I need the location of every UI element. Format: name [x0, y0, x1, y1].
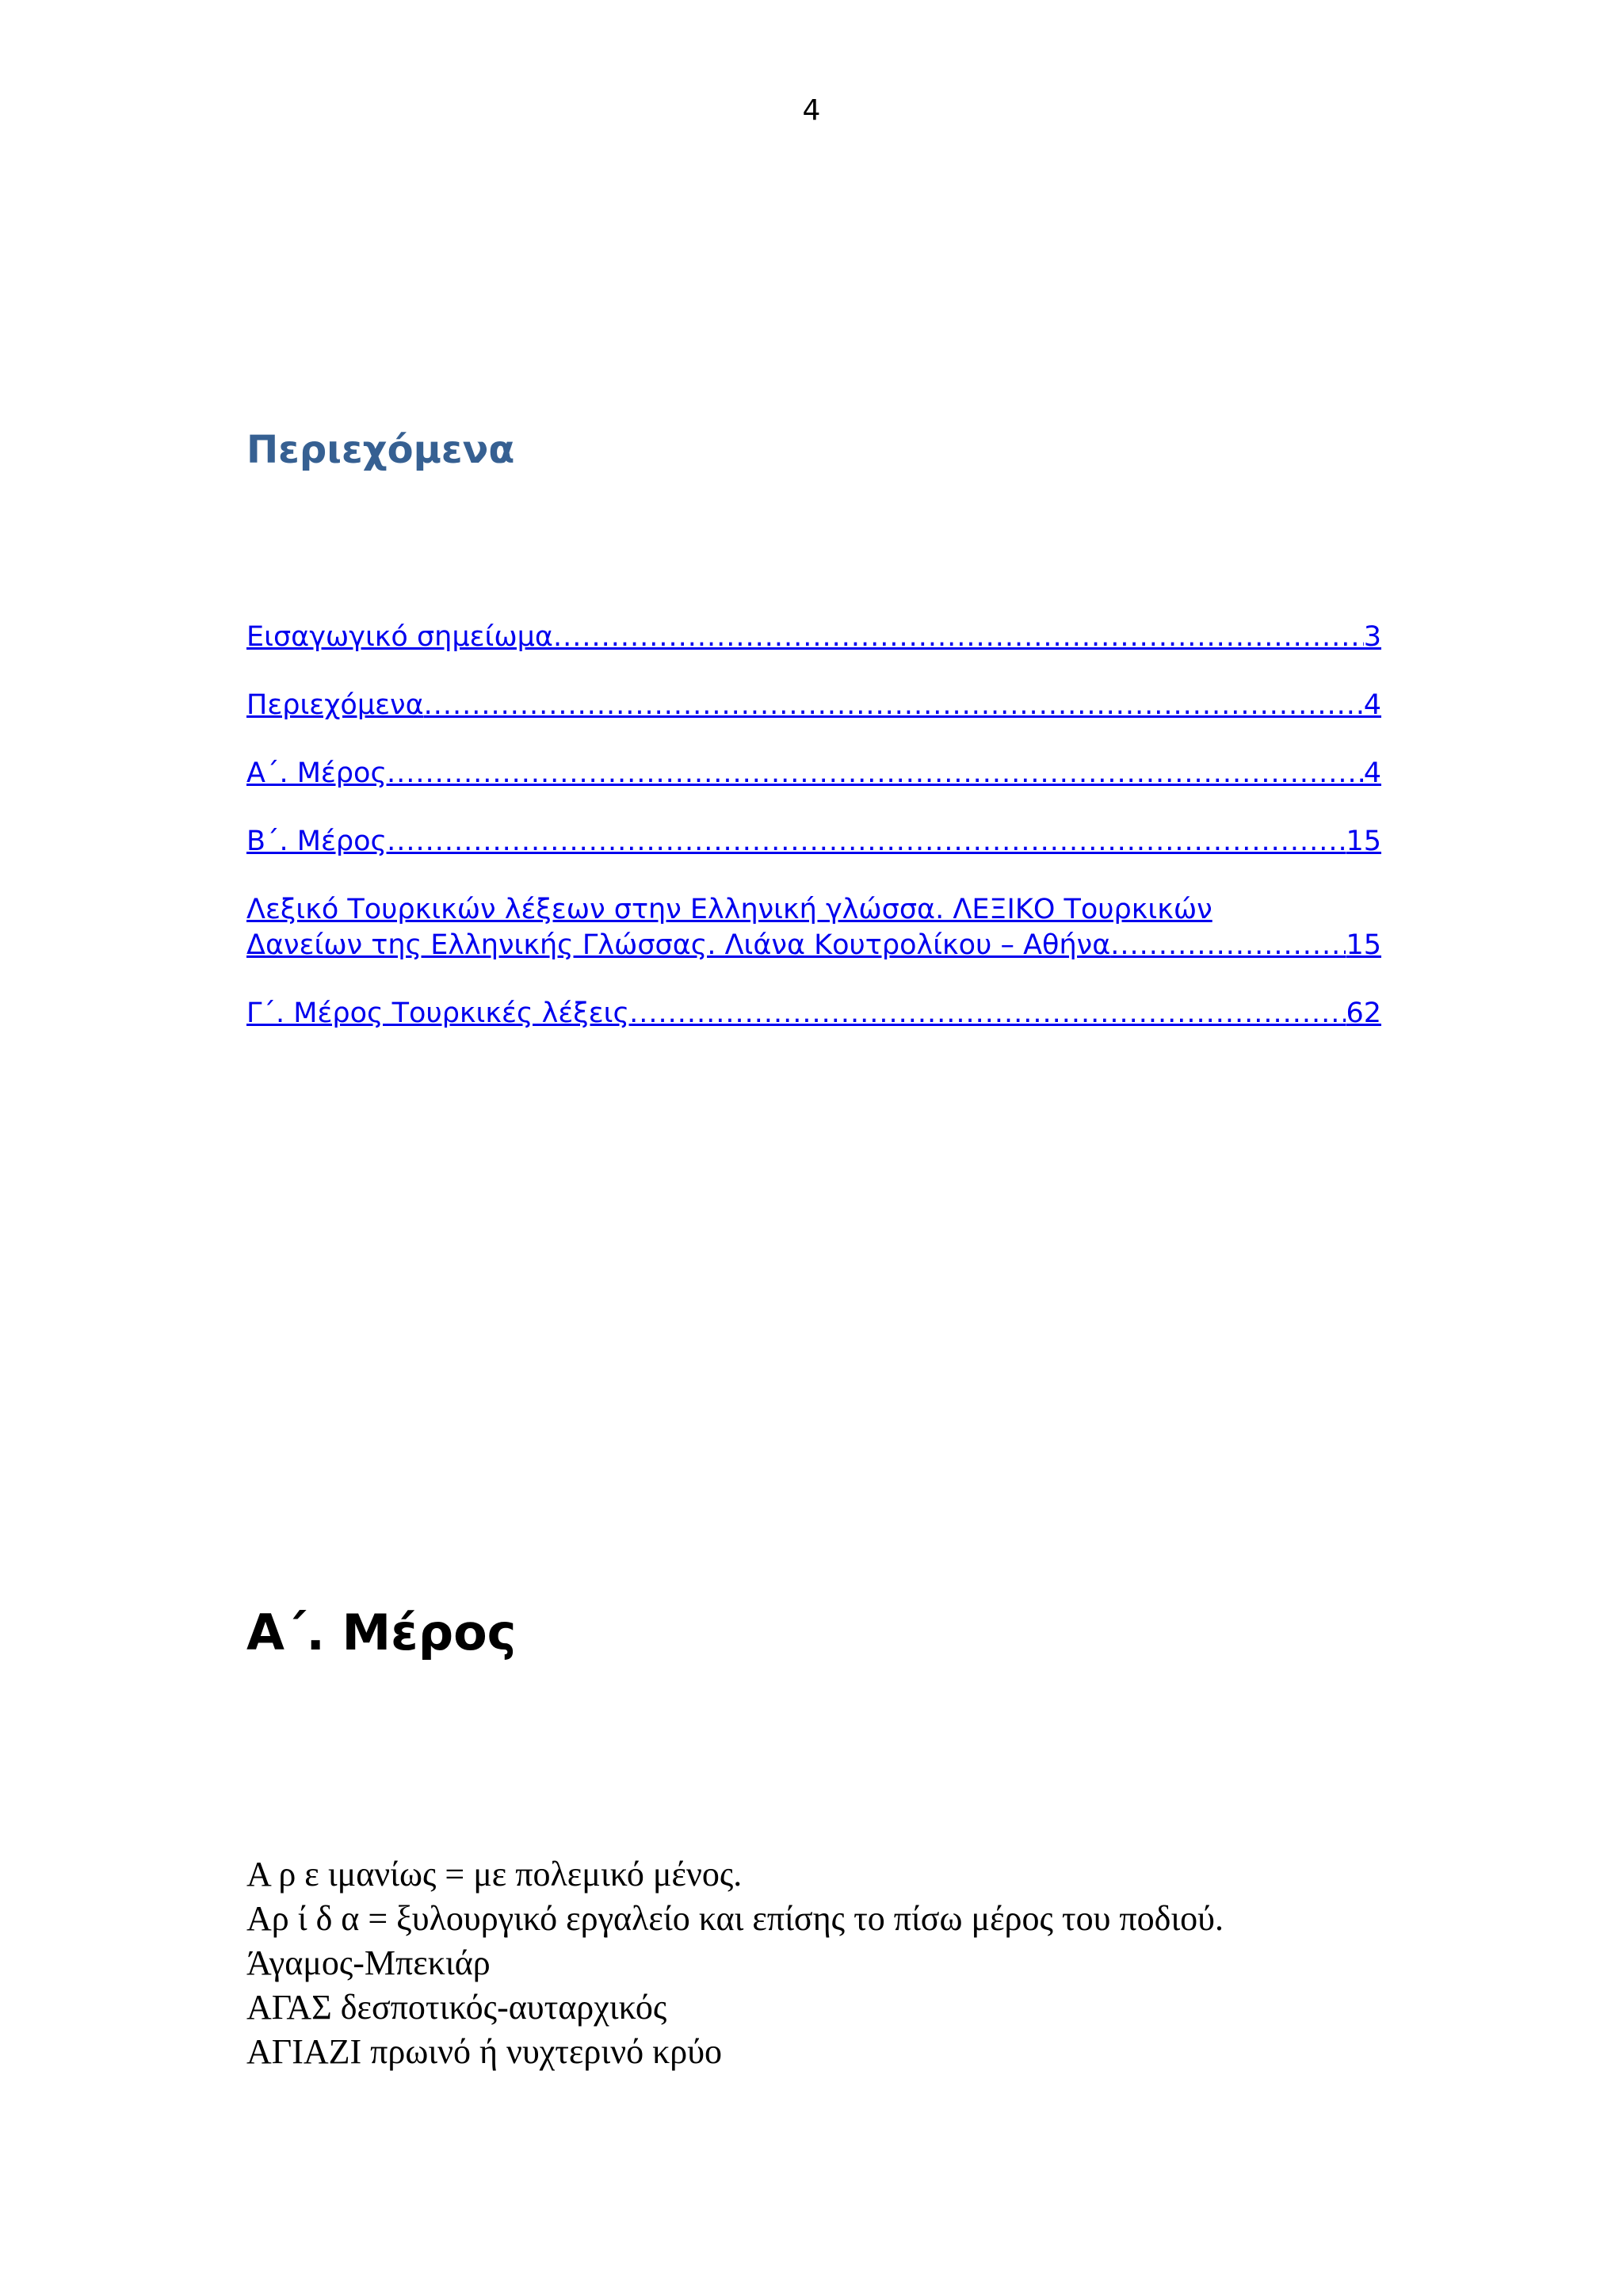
toc-entry-introduction[interactable] [246, 620, 1381, 655]
toc-dot-leader [629, 996, 1346, 1032]
body-line: ΑΓΑΣ δεσποτικός-αυταρχικός [246, 1988, 667, 2027]
toc-entry-title: Περιεχόμενα [246, 689, 424, 721]
page-number: 4 [802, 94, 821, 127]
toc-entry-title: Β΄. Μέρος [246, 826, 388, 857]
toc-entry-part-c[interactable] [246, 996, 1381, 1032]
toc-entry-page: 62 [1346, 997, 1381, 1029]
toc-dot-leader [553, 620, 1364, 655]
toc-entry-contents[interactable] [246, 688, 1381, 723]
table-of-contents [246, 620, 1381, 1064]
toc-dot-leader [1110, 928, 1346, 963]
toc-dot-leader [424, 688, 1364, 723]
toc-entry-page: 4 [1363, 689, 1381, 721]
toc-entry-title-line2: Δανείων της Ελληνικής Γλώσσας. Λιάνα Κουτρολίκου – Αθήνα [246, 929, 1111, 961]
body-line: Α ρ ε ιμανίως = με πολεμικό μένος. [246, 1855, 743, 1894]
toc-heading: Περιεχόμενα [246, 428, 515, 472]
toc-entry-title: Α΄. Μέρος [246, 757, 387, 789]
section-body [246, 1852, 1435, 2074]
toc-entry-page: 3 [1363, 621, 1381, 653]
toc-entry-page: 4 [1363, 757, 1381, 789]
toc-entry-part-b[interactable] [246, 824, 1381, 860]
section-heading: Α΄. Μέρος [246, 1604, 517, 1661]
toc-entry-dictionary[interactable] [246, 892, 1381, 963]
toc-entry-part-a[interactable] [246, 756, 1381, 791]
toc-dot-leader [387, 756, 1364, 791]
toc-entry-title: Γ΄. Μέρος Τουρκικές λέξεις [246, 997, 630, 1029]
body-line: Άγαμος-Μπεκιάρ [246, 1943, 491, 1982]
toc-entry-page: 15 [1346, 826, 1381, 857]
toc-entry-title: Εισαγωγικό σημείωμα [246, 621, 553, 653]
toc-entry-title-line1: Λεξικό Τουρκικών λέξεων στην Ελληνική γλώσσα. ΛΕΞΙΚΟ Τουρκικών [246, 894, 1212, 925]
body-line: Αρ ί δ α = ξυλουργικό εργαλείο και επίσης το πίσω μέρος του ποδιού. [246, 1899, 1224, 1938]
toc-dot-leader [387, 824, 1346, 860]
toc-entry-page: 15 [1346, 929, 1381, 961]
body-line: ΑΓΙΑΖΙ πρωινό ή νυχτερινό κρύο [246, 2032, 723, 2071]
